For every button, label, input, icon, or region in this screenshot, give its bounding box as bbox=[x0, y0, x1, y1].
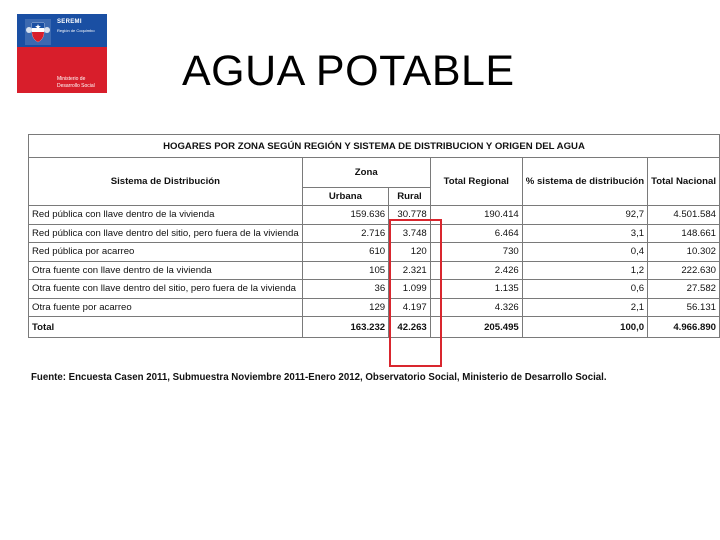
header-urbana: Urbana bbox=[302, 188, 388, 206]
cell-pct: 2,1 bbox=[522, 298, 647, 317]
seremi-logo bbox=[17, 14, 107, 93]
cell-rural: 1.099 bbox=[389, 280, 431, 299]
cell-rural: 4.197 bbox=[389, 298, 431, 317]
cell-total-nacional: 10.302 bbox=[648, 243, 720, 262]
cell-total-regional: 2.426 bbox=[430, 261, 522, 280]
cell-total-regional: 1.135 bbox=[430, 280, 522, 299]
table-row bbox=[29, 224, 720, 243]
table-caption-row bbox=[29, 135, 720, 158]
table-row bbox=[29, 243, 720, 262]
total-label: Total bbox=[29, 317, 303, 338]
cell-total-regional: 4.326 bbox=[430, 298, 522, 317]
row-label: Otra fuente con llave dentro de la vivienda bbox=[29, 261, 303, 280]
logo-ministry-line2: Desarrollo Social bbox=[57, 83, 95, 89]
total-rural: 42.263 bbox=[389, 317, 431, 338]
cell-rural: 30.778 bbox=[389, 206, 431, 225]
total-urbana: 163.232 bbox=[302, 317, 388, 338]
cell-pct: 92,7 bbox=[522, 206, 647, 225]
table-row bbox=[29, 261, 720, 280]
table-row bbox=[29, 206, 720, 225]
cell-urbana: 105 bbox=[302, 261, 388, 280]
rural-column-highlight bbox=[389, 219, 442, 367]
header-zona: Zona bbox=[302, 158, 430, 188]
cell-rural: 3.748 bbox=[389, 224, 431, 243]
cell-total-nacional: 56.131 bbox=[648, 298, 720, 317]
cell-pct: 0,4 bbox=[522, 243, 647, 262]
cell-rural: 120 bbox=[389, 243, 431, 262]
row-label: Red pública con llave dentro de la vivienda bbox=[29, 206, 303, 225]
cell-pct: 3,1 bbox=[522, 224, 647, 243]
total-regional: 205.495 bbox=[430, 317, 522, 338]
slide-title: AGUA POTABLE bbox=[182, 47, 515, 95]
logo-name: SEREMI bbox=[57, 19, 82, 25]
cell-pct: 0,6 bbox=[522, 280, 647, 299]
cell-urbana: 36 bbox=[302, 280, 388, 299]
table-header-row bbox=[29, 158, 720, 188]
logo-ministry-line1: Ministerio de bbox=[57, 76, 86, 82]
cell-rural: 2.321 bbox=[389, 261, 431, 280]
row-label: Otra fuente con llave dentro del sitio, pero fuera de la vivienda bbox=[29, 280, 303, 299]
cell-urbana: 159.636 bbox=[302, 206, 388, 225]
cell-pct: 1,2 bbox=[522, 261, 647, 280]
water-distribution-table bbox=[28, 134, 720, 338]
row-label: Otra fuente por acarreo bbox=[29, 298, 303, 317]
total-pct: 100,0 bbox=[522, 317, 647, 338]
table-row bbox=[29, 298, 720, 317]
cell-urbana: 129 bbox=[302, 298, 388, 317]
source-note: Fuente: Encuesta Casen 2011, Submuestra Noviembre 2011-Enero 2012, Observatorio Social, Ministerio de Desarrollo Social. bbox=[31, 372, 607, 383]
cell-total-nacional: 4.501.584 bbox=[648, 206, 720, 225]
cell-total-nacional: 222.630 bbox=[648, 261, 720, 280]
cell-urbana: 610 bbox=[302, 243, 388, 262]
cell-urbana: 2.716 bbox=[302, 224, 388, 243]
row-label: Red pública con llave dentro del sitio, pero fuera de la vivienda bbox=[29, 224, 303, 243]
cell-total-regional: 6.464 bbox=[430, 224, 522, 243]
cell-total-regional: 190.414 bbox=[430, 206, 522, 225]
coat-of-arms-icon bbox=[23, 17, 53, 47]
cell-total-regional: 730 bbox=[430, 243, 522, 262]
total-nacional: 4.966.890 bbox=[648, 317, 720, 338]
header-pct: % sistema de distribución bbox=[522, 158, 647, 206]
cell-total-nacional: 148.661 bbox=[648, 224, 720, 243]
table-caption: HOGARES POR ZONA SEGÚN REGIÓN Y SISTEMA DE DISTRIBUCION Y ORIGEN DEL AGUA bbox=[29, 135, 720, 158]
header-total-regional: Total Regional bbox=[430, 158, 522, 206]
logo-subtitle: Región de Coquimbo bbox=[57, 28, 95, 33]
row-label: Red pública por acarreo bbox=[29, 243, 303, 262]
table-total-row bbox=[29, 317, 720, 338]
table-row bbox=[29, 280, 720, 299]
header-rural: Rural bbox=[389, 188, 431, 206]
header-total-nacional: Total Nacional bbox=[648, 158, 720, 206]
cell-total-nacional: 27.582 bbox=[648, 280, 720, 299]
header-sistema: Sistema de Distribución bbox=[29, 158, 303, 206]
